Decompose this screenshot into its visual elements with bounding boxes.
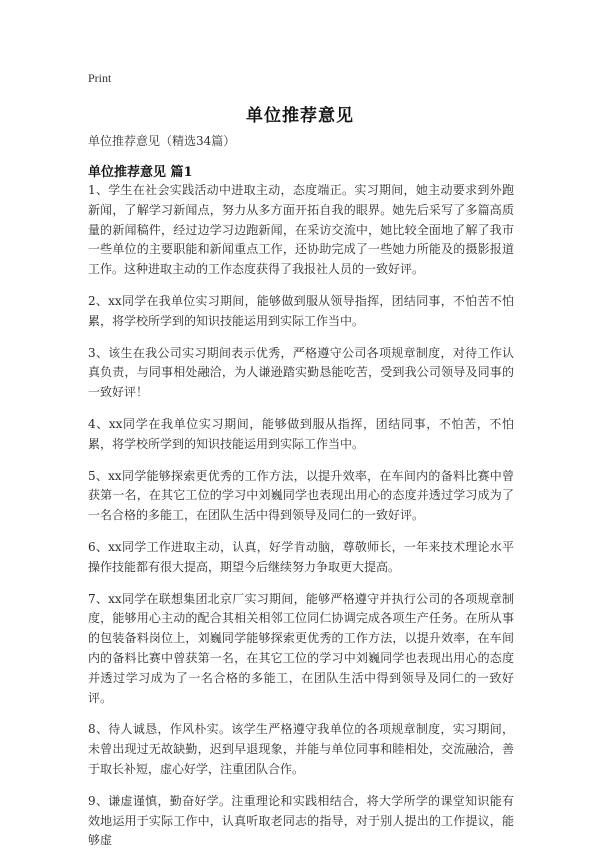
paragraph-3: 3、该生在我公司实习期间表示优秀，严格遵守公司各项规章制度，对待工作认真负责，与同事相处融洽，为人谦逊踏实勤恳能吃苦，受到我公司领导及同事的一致好评！	[88, 345, 514, 400]
document-subtitle: 单位推荐意见（精选34篇）	[88, 134, 236, 148]
paragraph-9: 9、谦虚谨慎，勤奋好学。注重理论和实践相结合，将大学所学的课堂知识能有效地运用于实际工作中，认真听取老同志的指导，对于别人提出的工作提议，能够虚	[88, 793, 514, 848]
paragraph-6: 6、xx同学工作进取主动，认真，好学肯动脑，尊敬师长，一年来技术理论水平操作技能都有很大提高，期望今后继续努力争取更大提高。	[88, 539, 514, 574]
paragraph-1: 1、学生在社会实践活动中进取主动，态度端正。实习期间，她主动要求到外跑新闻，了解学习新闻点，努力从多方面开拓自我的眼界。她先后采写了多篇高质量的新闻稿件，经过边学习边跑新闻，在采访交流中，她比较全面地了解了我市一些单位的主要职能和新闻重点工作，还协助完成了一些她力所能及的摄影报道工作。这种进取主动的工作态度获得了我报社人员的一致好评。	[88, 183, 514, 277]
paragraph-2: 2、xx同学在我单位实习期间，能够做到服从领导指挥，团结同事，不怕苦不怕累，将学校所学到的知识技能运用到实际工作当中。	[88, 293, 514, 328]
paragraph-5: 5、xx同学能够探索更优秀的工作方法，以提升效率，在车间内的备料比赛中曾获第一名，在其它工位的学习中刘巍同学也表现出用心的态度并透过学习成为了一名合格的多能工，在团队生活中得到领导及同仁的一致好评。	[88, 468, 514, 523]
document-body	[88, 181, 514, 863]
paragraph-7: 7、xx同学在联想集团北京厂实习期间，能够严格遵守并执行公司的各项规章制度，能够用心主动的配合其相关相邻工位同仁协调完成各项生产任务。在所从事的包装备料岗位上，刘巍同学能够探索更优秀的工作方法，以提升效率，在车间内的备料比赛中曾获第一名，在其它工位的学习中刘巍同学也表现出用心的态度并透过学习成为了一名合格的多能工，在团队生活中得到领导及同仁的一致好评。	[88, 591, 514, 705]
section-heading: 单位推荐意见 篇1	[88, 165, 193, 180]
paragraph-4: 4、xx同学在我单位实习期间，能够做到服从指挥，团结同事，不怕苦，不怕累，将学校所学到的知识技能运用到实际工作当中。	[88, 416, 514, 451]
page-title: 单位推荐意见	[246, 106, 354, 126]
print-link[interactable]: Print	[88, 71, 112, 85]
paragraph-8: 8、待人诚恳，作风朴实。该学生严格遵守我单位的各项规章制度，实习期间，未曾出现过无故缺勤，迟到早退现象，并能与单位同事和睦相处，交流融洽，善于取长补短，虚心好学，注重团队合作。	[88, 722, 514, 776]
